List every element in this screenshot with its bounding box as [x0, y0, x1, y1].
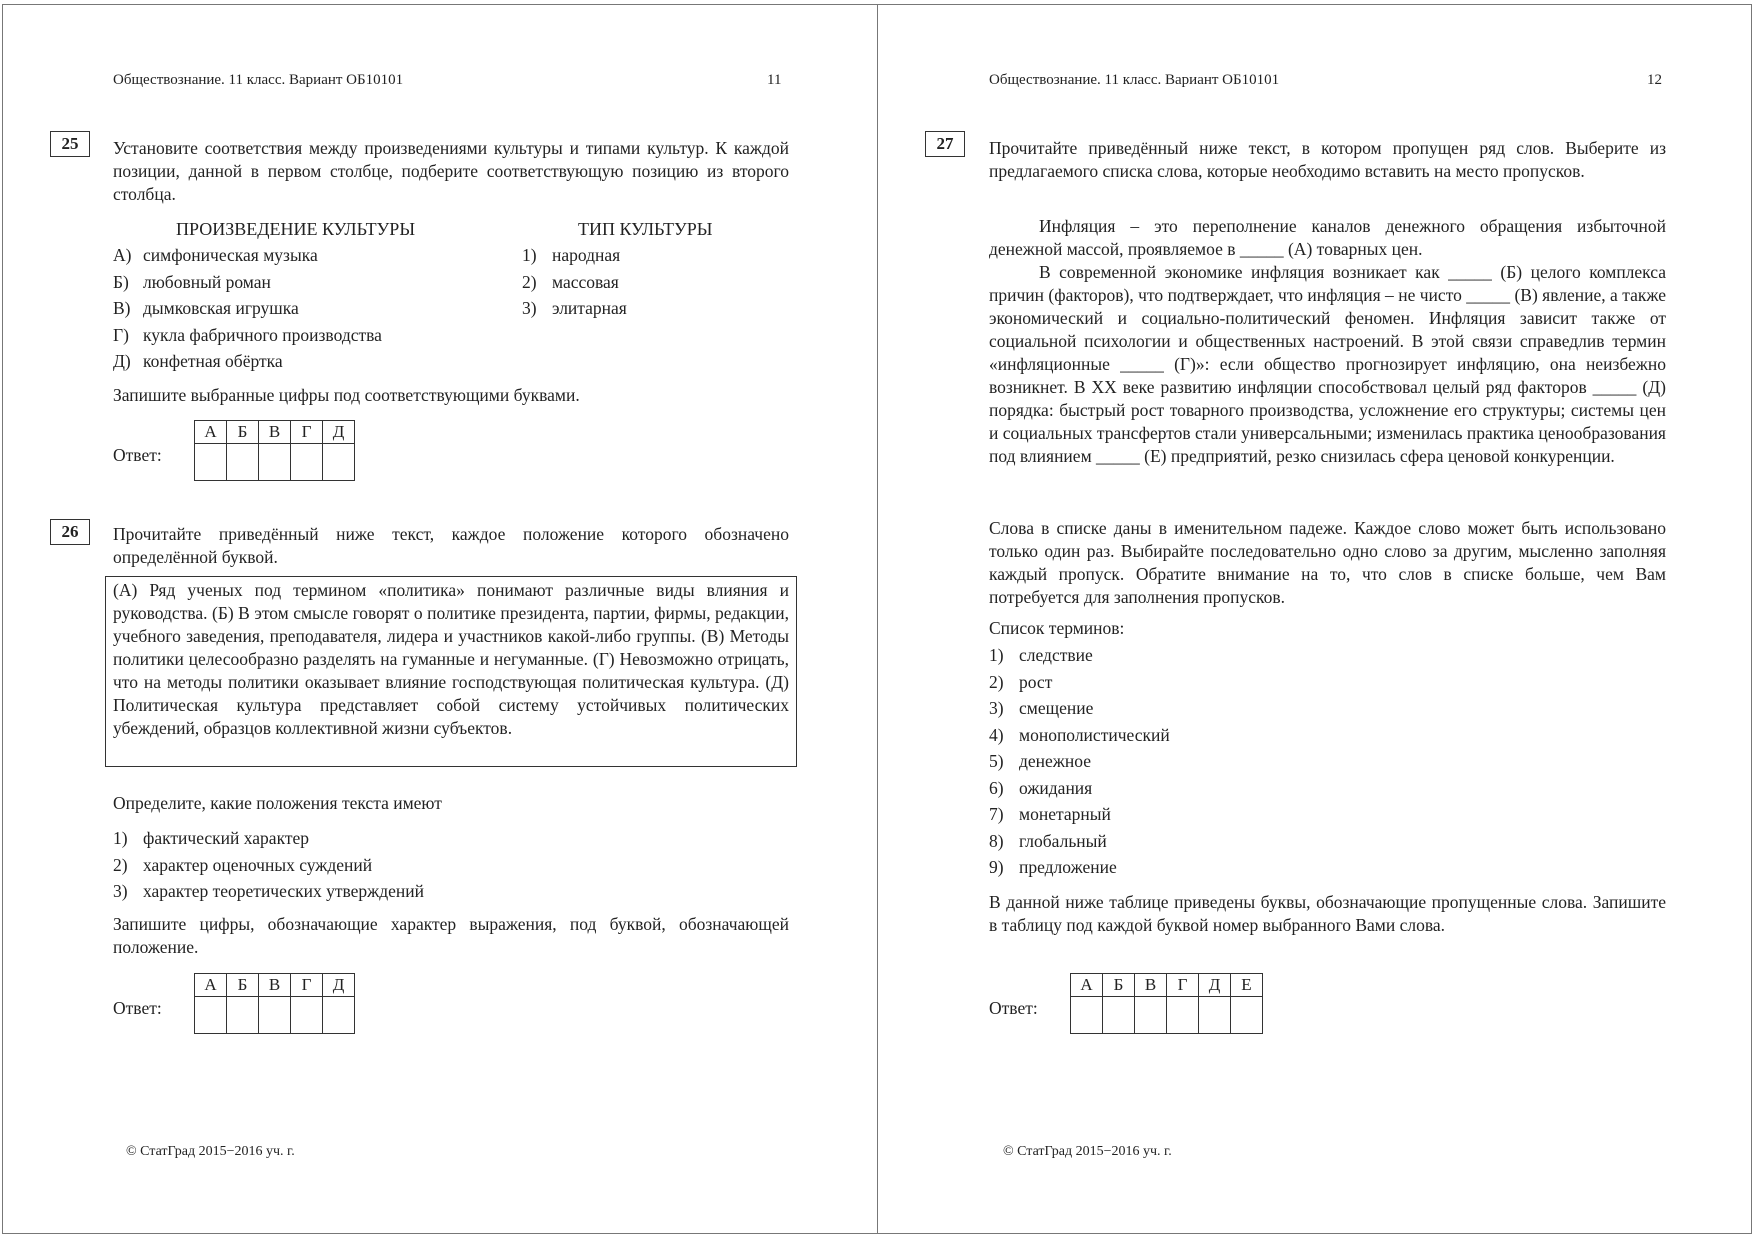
q25-answer-label: Ответ:	[113, 445, 162, 465]
answer-cell[interactable]	[323, 444, 355, 481]
q26-determine: Определите, какие положения текста имеют	[113, 793, 442, 813]
answer-letter: В	[259, 974, 291, 997]
q27-paragraph-2: В современной экономике инфляция возникает как _____ (Б) целого комплекса причин (факторов), что подтверждает, что инфляция – не чисто _____ (В) явление, а также экономический и социально-политический феномен. Инфляция зависит также от социальной психологии и общественных настроений. В этой связи справедлив термин «инфляционные _____ (Г)»: если общество прогнозирует инфляцию, она неизбежно возникнет. В XX веке развитию инфляции способствовал целый ряд факторов _____ (Д) порядка: быстрый рост товарного производства, усложнение его структуры; системы цен и социальных трансфертов стали универсальными; изменилась практика ценообразования под влиянием _____ (Е) предприятий, резко снизилась сфера ценовой конкуренции.	[989, 262, 1666, 466]
right-page	[877, 4, 1752, 1234]
answer-cell[interactable]	[259, 444, 291, 481]
list-item: 3) смещение	[989, 698, 1094, 718]
list-item: А) симфоническая музыка	[113, 245, 318, 265]
list-item: Б) любовный роман	[113, 271, 271, 292]
q27-terms-list	[989, 644, 1389, 883]
q27-terms-title: Список терминов:	[989, 618, 1125, 638]
list-item: 7) монетарный	[989, 804, 1111, 824]
q25-answer-table	[194, 420, 355, 481]
list-item: 2) массовая	[522, 271, 619, 292]
list-item: Д) конфетная обёртка	[113, 351, 283, 371]
q26-instruction: Прочитайте приведённый ниже текст, каждое положение которого обозначено определённой буквой.	[113, 524, 789, 567]
answer-letter: Д	[323, 421, 355, 444]
list-item: 1) народная	[522, 245, 621, 265]
q26-passage: (А) Ряд ученых под термином «политика» понимают различные виды влияния и руководства. (Б) В этом смысле говорят о политике президента, партии, фирмы, редакции, учебного заведения, преподавателя, лидера и участников какой-либо группы. (В) Методы политики целесообразно разделять на гуманные и негуманные. (Г) Невозможно отрицать, что на методы политики оказывает влияние господствующая политическая культура. (Д) Политическая культура представляет собой систему устойчивых политических убеждений, образцов коллективной жизни субъектов.	[113, 580, 789, 738]
answer-letter: А	[1071, 974, 1103, 997]
answer-cell[interactable]	[227, 997, 259, 1034]
answer-letter: Г	[1167, 974, 1199, 997]
page-number: 12	[1647, 72, 1662, 88]
list-item: В) дымковская игрушка	[113, 298, 299, 318]
answer-letter: В	[259, 421, 291, 444]
answer-letter: А	[195, 974, 227, 997]
q25-col2-header: ТИП КУЛЬТУРЫ	[578, 219, 713, 239]
answer-cell[interactable]	[195, 997, 227, 1034]
q27-words-note: Слова в списке даны в именительном падеже. Каждое слово может быть использовано только один раз. Выбирайте последовательно одно слово за другим, мысленно заполняя каждый пропуск. Обратите внимание на то, что слов в списке больше, чем Вам потребуется для заполнения пропусков.	[989, 518, 1666, 607]
q26-passage-box	[105, 576, 797, 767]
page-footer: © СтатГрад 2015−2016 уч. г.	[1003, 1144, 1172, 1159]
answer-cell[interactable]	[227, 444, 259, 481]
list-item: 2) характер оценочных суждений	[113, 854, 373, 875]
answer-cell[interactable]	[291, 444, 323, 481]
answer-letter: Б	[227, 421, 259, 444]
answer-cell[interactable]	[291, 997, 323, 1034]
list-item: Г) кукла фабричного производства	[113, 324, 382, 345]
q27-answer-label: Ответ:	[989, 998, 1038, 1018]
answer-letter: А	[195, 421, 227, 444]
q25-col1-header: ПРОИЗВЕДЕНИЕ КУЛЬТУРЫ	[176, 219, 416, 239]
answer-cell[interactable]	[1199, 997, 1231, 1034]
q27-instruction: Прочитайте приведённый ниже текст, в котором пропущен ряд слов. Выберите из предлагаемого списка слова, которые необходимо вставить на место пропусков.	[989, 138, 1666, 181]
q26-answer-label: Ответ:	[113, 998, 162, 1018]
question-number-26: 26	[50, 519, 90, 545]
answer-letter: В	[1135, 974, 1167, 997]
answer-letter: Г	[291, 421, 323, 444]
list-item: 4) монополистический	[989, 724, 1170, 745]
question-number-25: 25	[50, 131, 90, 157]
list-item: 1) следствие	[989, 645, 1093, 665]
list-item: 2) рост	[989, 671, 1053, 692]
list-item: 8) глобальный	[989, 830, 1107, 851]
page-number: 11	[767, 72, 782, 88]
q26-options-list	[113, 827, 613, 907]
list-item: 9) предложение	[989, 857, 1117, 877]
q25-write-instruction: Запишите выбранные цифры под соответствующими буквами.	[113, 385, 580, 405]
answer-cell[interactable]	[195, 444, 227, 481]
answer-cell[interactable]	[259, 997, 291, 1034]
answer-cell[interactable]	[1071, 997, 1103, 1034]
q25-types-list	[522, 244, 722, 324]
question-number-27: 27	[925, 131, 965, 157]
list-item: 3) характер теоретических утверждений	[113, 881, 425, 901]
q25-items-list	[113, 244, 473, 377]
answer-cell[interactable]	[1103, 997, 1135, 1034]
list-item: 3) элитарная	[522, 298, 627, 318]
answer-cell[interactable]	[323, 997, 355, 1034]
answer-letter: Д	[1199, 974, 1231, 997]
q27-paragraph-1: Инфляция – это переполнение каналов денежного обращения избыточной денежной массой, проявляемое в _____ (А) товарных цен.	[989, 216, 1666, 259]
q27-table-instruction: В данной ниже таблице приведены буквы, обозначающие пропущенные слова. Запишите в таблицу под каждой буквой номер выбранного Вами слова.	[989, 892, 1666, 935]
q26-write-instruction: Запишите цифры, обозначающие характер выражения, под буквой, обозначающей положение.	[113, 914, 789, 957]
answer-letter: Д	[323, 974, 355, 997]
list-item: 1) фактический характер	[113, 828, 310, 848]
answer-letter: Е	[1231, 974, 1263, 997]
q25-instruction: Установите соответствия между произведениями культуры и типами культур. К каждой позиции, данной в первом столбце, подберите соответствующую позицию из второго столбца.	[113, 138, 789, 204]
list-item: 5) денежное	[989, 751, 1091, 771]
answer-letter: Б	[227, 974, 259, 997]
answer-cell[interactable]	[1135, 997, 1167, 1034]
answer-cell[interactable]	[1167, 997, 1199, 1034]
answer-letter: Г	[291, 974, 323, 997]
page-header-title: Обществознание. 11 класс. Вариант ОБ10101	[113, 72, 404, 88]
answer-letter: Б	[1103, 974, 1135, 997]
list-item: 6) ожидания	[989, 777, 1093, 798]
page-header-title: Обществознание. 11 класс. Вариант ОБ10101	[989, 72, 1280, 88]
page-footer: © СтатГрад 2015−2016 уч. г.	[126, 1144, 295, 1159]
answer-cell[interactable]	[1231, 997, 1263, 1034]
q26-answer-table	[194, 973, 355, 1034]
q27-answer-table	[1070, 973, 1263, 1034]
left-page	[2, 4, 878, 1234]
